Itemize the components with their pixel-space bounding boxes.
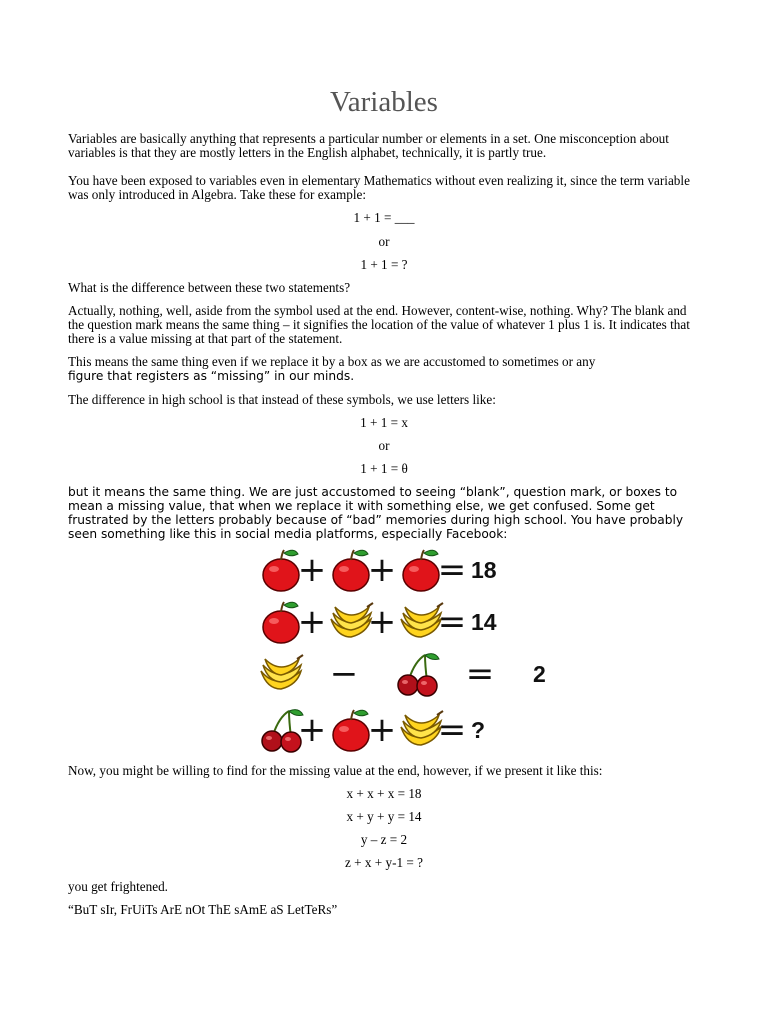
equals-sign: = (465, 654, 495, 694)
puzzle-row (68, 649, 700, 699)
paragraph-frightened: you get frightened. (68, 879, 168, 894)
example-x: 1 + 1 = x (360, 415, 408, 430)
paragraph-box-line-1: This means the same thing even if we replace it by a box as we are accustomed to sometimes or any (68, 354, 596, 369)
minus-sign: − (329, 654, 359, 694)
example-or-2: or (378, 438, 390, 453)
example-or-1: or (378, 234, 390, 249)
plus-sign: + (367, 710, 397, 750)
paragraph-explanation: Actually, nothing, well, aside from the symbol used at the end. However, content-wise, nothing. Why? The blank and the question mark means the same thing – it signifies the location of the value of whatever 1 plus 1 is. It indicates that there is a value missing at that part of the statement. (68, 303, 690, 346)
paragraph-facebook: but it means the same thing. We are just accustomed to seeing “blank”, question mark, or boxes to mean a missing value, that when we replace it with something else, we get confused. Some get frustrated by the letters probably because of “bad” memories during high school. You have probably seen something like this in social media platforms, especially Facebook: (68, 485, 684, 541)
equals-sign: = (437, 710, 467, 750)
paragraph-box-line-2: figure that registers as “missing” in our minds. (68, 369, 355, 383)
banana-icon (257, 649, 305, 699)
page-title: Variables (330, 86, 438, 118)
puzzle-result: 14 (471, 609, 497, 635)
paragraph-elementary: You have been exposed to variables even in elementary Mathematics without even realizing it, since the term variable was only introduced in Algebra. Take these for example: (68, 173, 690, 202)
fruit-puzzle (68, 545, 700, 755)
puzzle-result: 18 (471, 557, 497, 583)
equation-4: z + x + y-1 = ? (345, 855, 423, 870)
puzzle-row (68, 545, 700, 595)
puzzle-result: 2 (533, 661, 546, 687)
example-blank: 1 + 1 = ___ (353, 210, 415, 225)
plus-sign: + (297, 710, 327, 750)
equation-1: x + x + x = 18 (346, 786, 422, 801)
plus-sign: + (297, 602, 327, 642)
equation-2: x + y + y = 14 (346, 809, 422, 824)
puzzle-row (68, 597, 700, 647)
example-question: 1 + 1 = ? (360, 257, 408, 272)
example-theta: 1 + 1 = θ (360, 461, 408, 476)
puzzle-row (68, 705, 700, 755)
equation-3: y – z = 2 (360, 832, 408, 847)
equals-sign: = (437, 602, 467, 642)
puzzle-result: ? (471, 717, 486, 743)
cherry-icon (393, 649, 441, 699)
plus-sign: + (297, 550, 327, 590)
paragraph-intro: Variables are basically anything that represents a particular number or elements in a set. One misconception about variables is that they are mostly letters in the English alphabet, technically, it is partly true. (68, 131, 669, 160)
plus-sign: + (367, 550, 397, 590)
student-quote: “BuT sIr, FrUiTs ArE nOt ThE sAmE aS LetTeRs” (68, 902, 338, 917)
paragraph-question: What is the difference between these two statements? (68, 280, 351, 295)
plus-sign: + (367, 602, 397, 642)
equals-sign: = (437, 550, 467, 590)
paragraph-highschool: The difference in high school is that instead of these symbols, we use letters like: (68, 392, 496, 407)
paragraph-present: Now, you might be willing to find for the missing value at the end, however, if we present it like this: (68, 763, 603, 778)
